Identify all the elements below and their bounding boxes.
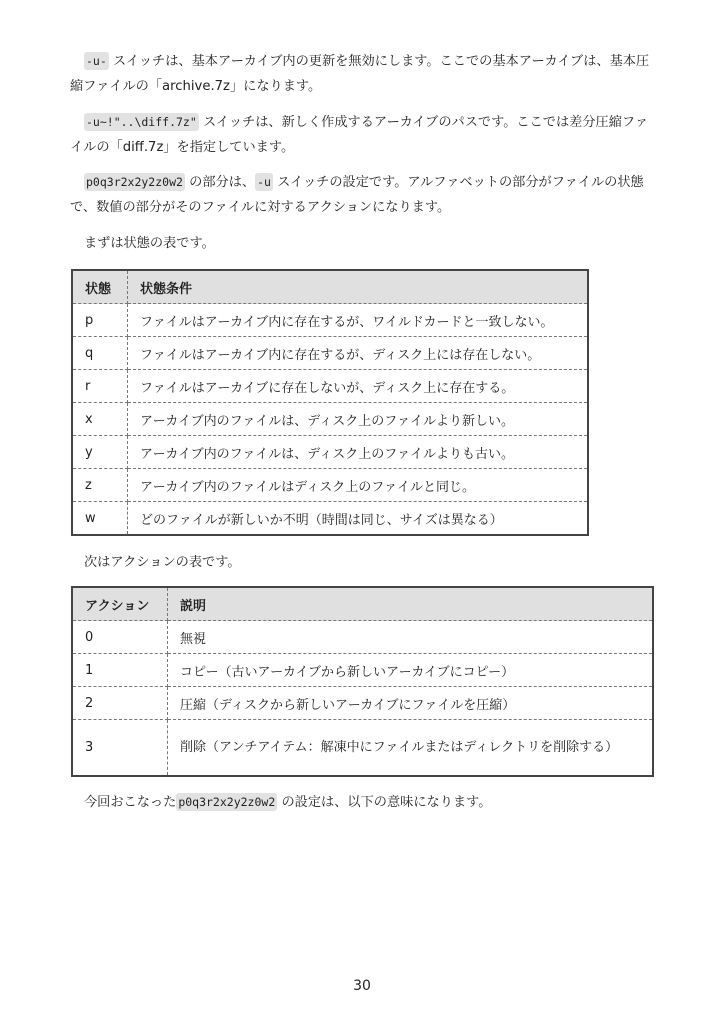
cell: 無視 (168, 621, 654, 654)
cell: w (72, 502, 128, 536)
paragraph-text: の設定は、以下の意味になります。 (277, 795, 492, 810)
inline-code: p0q3r2x2y2z0w2 (86, 175, 183, 189)
cell: 3 (72, 720, 168, 777)
action-table (71, 586, 654, 777)
cell: y (72, 436, 128, 469)
paragraph-text: スイッチは、新しく作成するアーカイブのパスです。ここでは差分圧縮ファイルの「diff.7z」を指定しています。 (70, 115, 649, 155)
inline-code: -u (257, 175, 271, 189)
paragraph-u-switch (70, 49, 660, 99)
cell: z (72, 469, 128, 502)
cell: x (72, 403, 128, 436)
table-row (72, 370, 588, 403)
table-row (72, 304, 588, 337)
cell: 1 (72, 654, 168, 687)
table-row (72, 654, 653, 687)
cell: アーカイブ内のファイルは、ディスク上のファイルよりも古い。 (128, 436, 589, 469)
table-row (72, 687, 653, 720)
intro-action-table: 次はアクションの表です。 (84, 555, 241, 570)
state-table (71, 269, 589, 536)
page-number: 30 (353, 978, 371, 994)
table-row (72, 469, 588, 502)
header-cell: アクション (72, 587, 168, 621)
paragraph-text: スイッチの設定です。アルファベットの部分がファイルの状態で、数値の部分がそのファイルに対するアクションになります。 (70, 175, 644, 215)
cell: r (72, 370, 128, 403)
intro-state-table: まずは状態の表です。 (84, 236, 215, 251)
table-row (72, 403, 588, 436)
table-header (72, 270, 588, 304)
table-header (72, 587, 653, 621)
table-row (72, 621, 653, 654)
paragraph-text: 今回おこなった (84, 795, 177, 810)
inline-code: -u~!"..\diff.7z" (86, 115, 197, 129)
header-cell: 状態条件 (128, 270, 589, 304)
cell: q (72, 337, 128, 370)
cell: 圧縮（ディスクから新しいアーカイブにファイルを圧縮） (168, 687, 654, 720)
cell: アーカイブ内のファイルはディスク上のファイルと同じ。 (128, 469, 589, 502)
inline-code: p0q3r2x2y2z0w2 (178, 795, 276, 809)
cell: 0 (72, 621, 168, 654)
cell: p (72, 304, 128, 337)
table-row (72, 436, 588, 469)
paragraph-settings (70, 170, 660, 220)
cell: 2 (72, 687, 168, 720)
cell: ファイルはアーカイブに存在しないが、ディスク上に存在する。 (128, 370, 589, 403)
cell: どのファイルが新しいか不明（時間は同じ、サイズは異なる） (140, 512, 503, 528)
paragraph-text: スイッチは、基本アーカイブ内の更新を無効にします。ここでの基本アーカイブは、基本圧縮ファイルの「archive.7z」になります。 (70, 54, 650, 94)
inline-code: -u- (86, 54, 107, 68)
cell: 削除（アンチアイテム：解凍中にファイルまたはディレクトリを削除する） (180, 739, 619, 755)
cell: アーカイブ内のファイルは、ディスク上のファイルより新しい。 (128, 403, 589, 436)
cell: ファイルはアーカイブ内に存在するが、ワイルドカードと一致しない。 (128, 304, 589, 337)
table-row (72, 337, 588, 370)
paragraph-text: の部分は、 (184, 175, 256, 190)
table-row (72, 720, 653, 777)
cell: ファイルはアーカイブ内に存在するが、ディスク上には存在しない。 (128, 337, 589, 370)
header-cell: 説明 (168, 587, 654, 621)
paragraph-diff-switch (70, 110, 660, 160)
closing-paragraph (70, 790, 660, 815)
cell: コピー（古いアーカイブから新しいアーカイブにコピー） (168, 654, 654, 687)
table-row (72, 502, 588, 536)
header-cell: 状態 (72, 270, 128, 304)
